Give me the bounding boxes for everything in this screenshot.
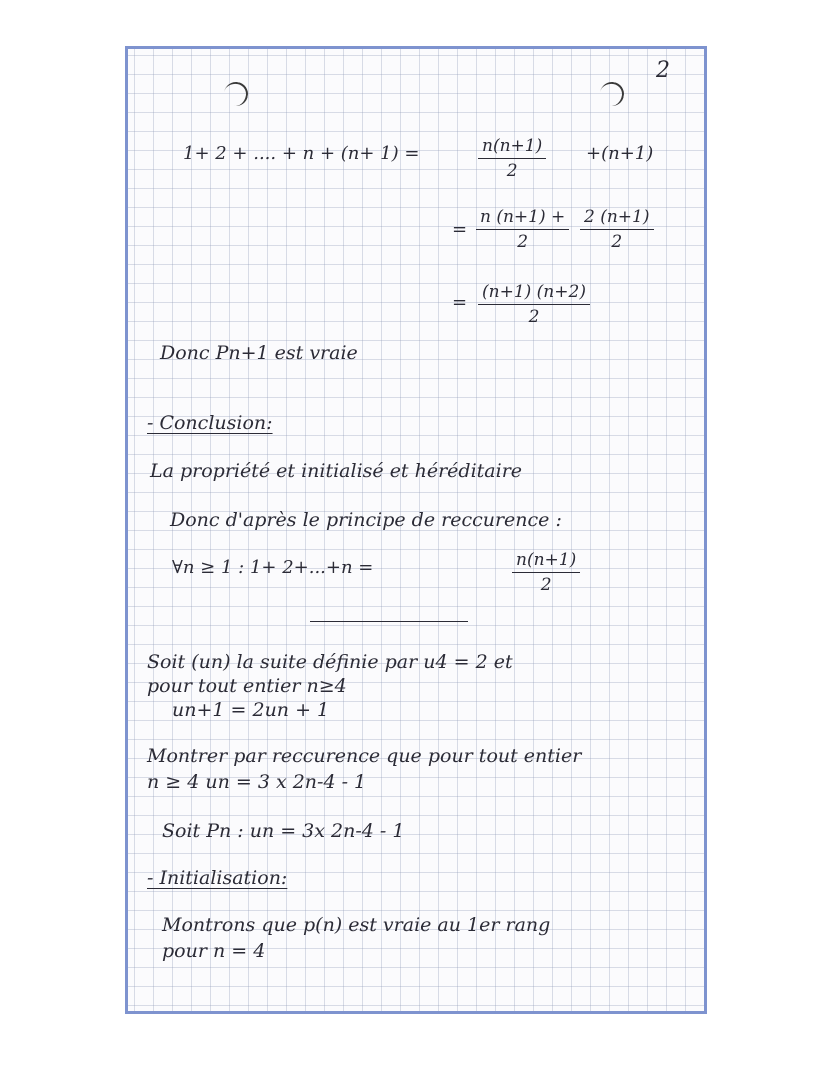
eq1-frac-den: 2	[506, 161, 518, 181]
exercise-line-4: Montrer par reccurence que pour tout entier	[147, 745, 582, 767]
exercise-line-3: un+1 = 2un + 1	[172, 699, 330, 721]
eq2-frac1-den: 2	[517, 232, 529, 252]
exercise-line-6: Soit Pn : un = 3x 2n-4 - 1	[162, 820, 405, 842]
exercise-line-2: pour tout entier n≥4	[147, 675, 347, 697]
exercise-line-5: n ≥ 4 un = 3 x 2n-4 - 1	[147, 771, 367, 793]
eq1-frac-num: n(n+1)	[478, 136, 546, 159]
eq1-fraction	[478, 136, 546, 181]
eq2-fraction-1	[476, 207, 569, 252]
eq2-frac2-den: 2	[611, 232, 623, 252]
eq2-frac1-num: n (n+1) +	[476, 207, 569, 230]
conclusion-heading: - Conclusion:	[147, 412, 273, 434]
eq2-fraction-2	[580, 207, 654, 252]
eq3-frac-den: 2	[528, 307, 540, 327]
initialisation-line-1: Montrons que p(n) est vraie au 1er rang	[162, 914, 551, 936]
eq2-frac2-num: 2 (n+1)	[580, 207, 654, 230]
eq1-lhs: 1+ 2 + .... + n + (n+ 1) =	[183, 143, 420, 164]
conclusion-frac-den: 2	[540, 575, 552, 595]
eq2-equals: =	[452, 219, 468, 240]
conclusion-frac-num: n(n+1)	[512, 550, 580, 573]
page-number: 2	[656, 58, 670, 83]
eq3-frac-num: (n+1) (n+2)	[478, 282, 590, 305]
conclusion-line-2: Donc d'après le principe de reccurence :	[170, 509, 562, 531]
conclusion-line-1: La propriété et initialisé et héréditaire	[150, 460, 523, 482]
initialisation-line-2: pour n = 4	[162, 940, 266, 962]
eq3-fraction	[478, 282, 590, 327]
conclusion-line-3: ∀n ≥ 1 : 1+ 2+...+n =	[172, 557, 374, 578]
section-separator	[310, 621, 468, 622]
conclusion-fraction	[512, 550, 580, 595]
initialisation-heading: - Initialisation:	[147, 867, 288, 889]
exercise-line-1: Soit (un) la suite définie par u4 = 2 et	[147, 651, 513, 673]
done-line: Donc Pn+1 est vraie	[160, 342, 358, 364]
eq3-equals: =	[452, 292, 468, 313]
eq1-tail: +(n+1)	[586, 143, 654, 164]
